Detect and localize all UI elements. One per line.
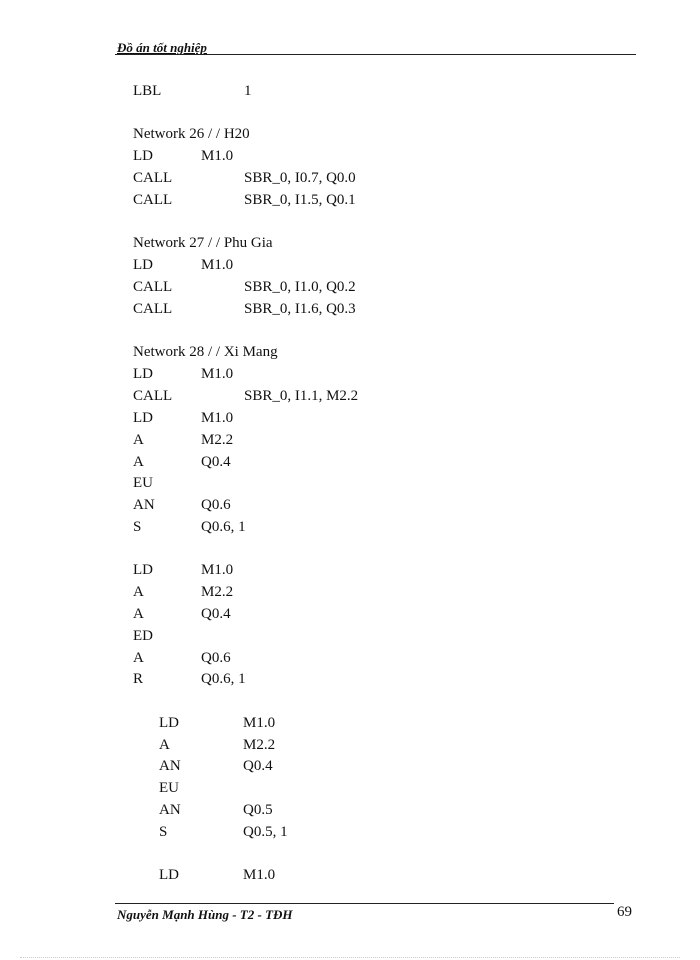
- op: S: [133, 519, 142, 535]
- arg: SBR_0, I1.1, M2.2: [244, 388, 359, 404]
- op: AN: [159, 758, 181, 774]
- op: A: [133, 650, 144, 666]
- op: AN: [133, 497, 155, 513]
- arg: M1.0: [201, 257, 234, 273]
- arg: Q0.4: [201, 606, 231, 622]
- network-title: Network 28 / / Xi Mang: [133, 344, 278, 360]
- arg: Q0.5: [243, 802, 273, 818]
- op: AN: [159, 802, 181, 818]
- op: A: [133, 454, 144, 470]
- arg: M1.0: [201, 562, 234, 578]
- arg: Q0.6: [201, 650, 231, 666]
- op: LD: [133, 148, 153, 164]
- header-title: Đồ án tốt nghiệp: [117, 40, 207, 55]
- op: EU: [159, 780, 179, 796]
- arg: 1: [244, 83, 252, 99]
- op: LD: [133, 562, 153, 578]
- arg: M1.0: [201, 410, 234, 426]
- arg: Q0.4: [243, 758, 273, 774]
- op: LD: [133, 257, 153, 273]
- arg: SBR_0, I1.5, Q0.1: [244, 192, 356, 208]
- arg: M1.0: [201, 366, 234, 382]
- op: LBL: [133, 83, 162, 99]
- op: LD: [159, 715, 179, 731]
- arg: Q0.5, 1: [243, 824, 288, 840]
- op: CALL: [133, 388, 173, 404]
- footer-author: Nguyễn Mạnh Hùng - T2 - TĐH: [117, 907, 293, 922]
- arg: SBR_0, I1.6, Q0.3: [244, 301, 356, 317]
- op: LD: [133, 366, 153, 382]
- page-bottom-edge: [20, 957, 680, 958]
- page-number: 69: [617, 904, 632, 920]
- network-title: Network 27 / / Phu Gia: [133, 235, 273, 251]
- op: CALL: [133, 279, 173, 295]
- arg: Q0.6, 1: [201, 671, 246, 687]
- arg: M1.0: [243, 867, 276, 883]
- header-rule: [115, 54, 636, 55]
- arg: SBR_0, I1.0, Q0.2: [244, 279, 356, 295]
- arg: Q0.4: [201, 454, 231, 470]
- arg: M2.2: [201, 584, 234, 600]
- arg: M1.0: [243, 715, 276, 731]
- arg: M1.0: [201, 148, 234, 164]
- op: A: [133, 606, 144, 622]
- arg: M2.2: [243, 737, 276, 753]
- op: ED: [133, 628, 153, 644]
- op: S: [159, 824, 168, 840]
- footer-rule: [115, 903, 614, 904]
- op: A: [133, 584, 144, 600]
- op: LD: [159, 867, 179, 883]
- op: CALL: [133, 301, 173, 317]
- op: A: [133, 432, 144, 448]
- arg: Q0.6: [201, 497, 231, 513]
- op: A: [159, 737, 170, 753]
- op: R: [133, 671, 144, 687]
- arg: Q0.6, 1: [201, 519, 246, 535]
- op: CALL: [133, 170, 173, 186]
- op: LD: [133, 410, 153, 426]
- arg: SBR_0, I0.7, Q0.0: [244, 170, 356, 186]
- arg: M2.2: [201, 432, 234, 448]
- network-title: Network 26 / / H20: [133, 126, 250, 142]
- op: CALL: [133, 192, 173, 208]
- op: EU: [133, 475, 153, 491]
